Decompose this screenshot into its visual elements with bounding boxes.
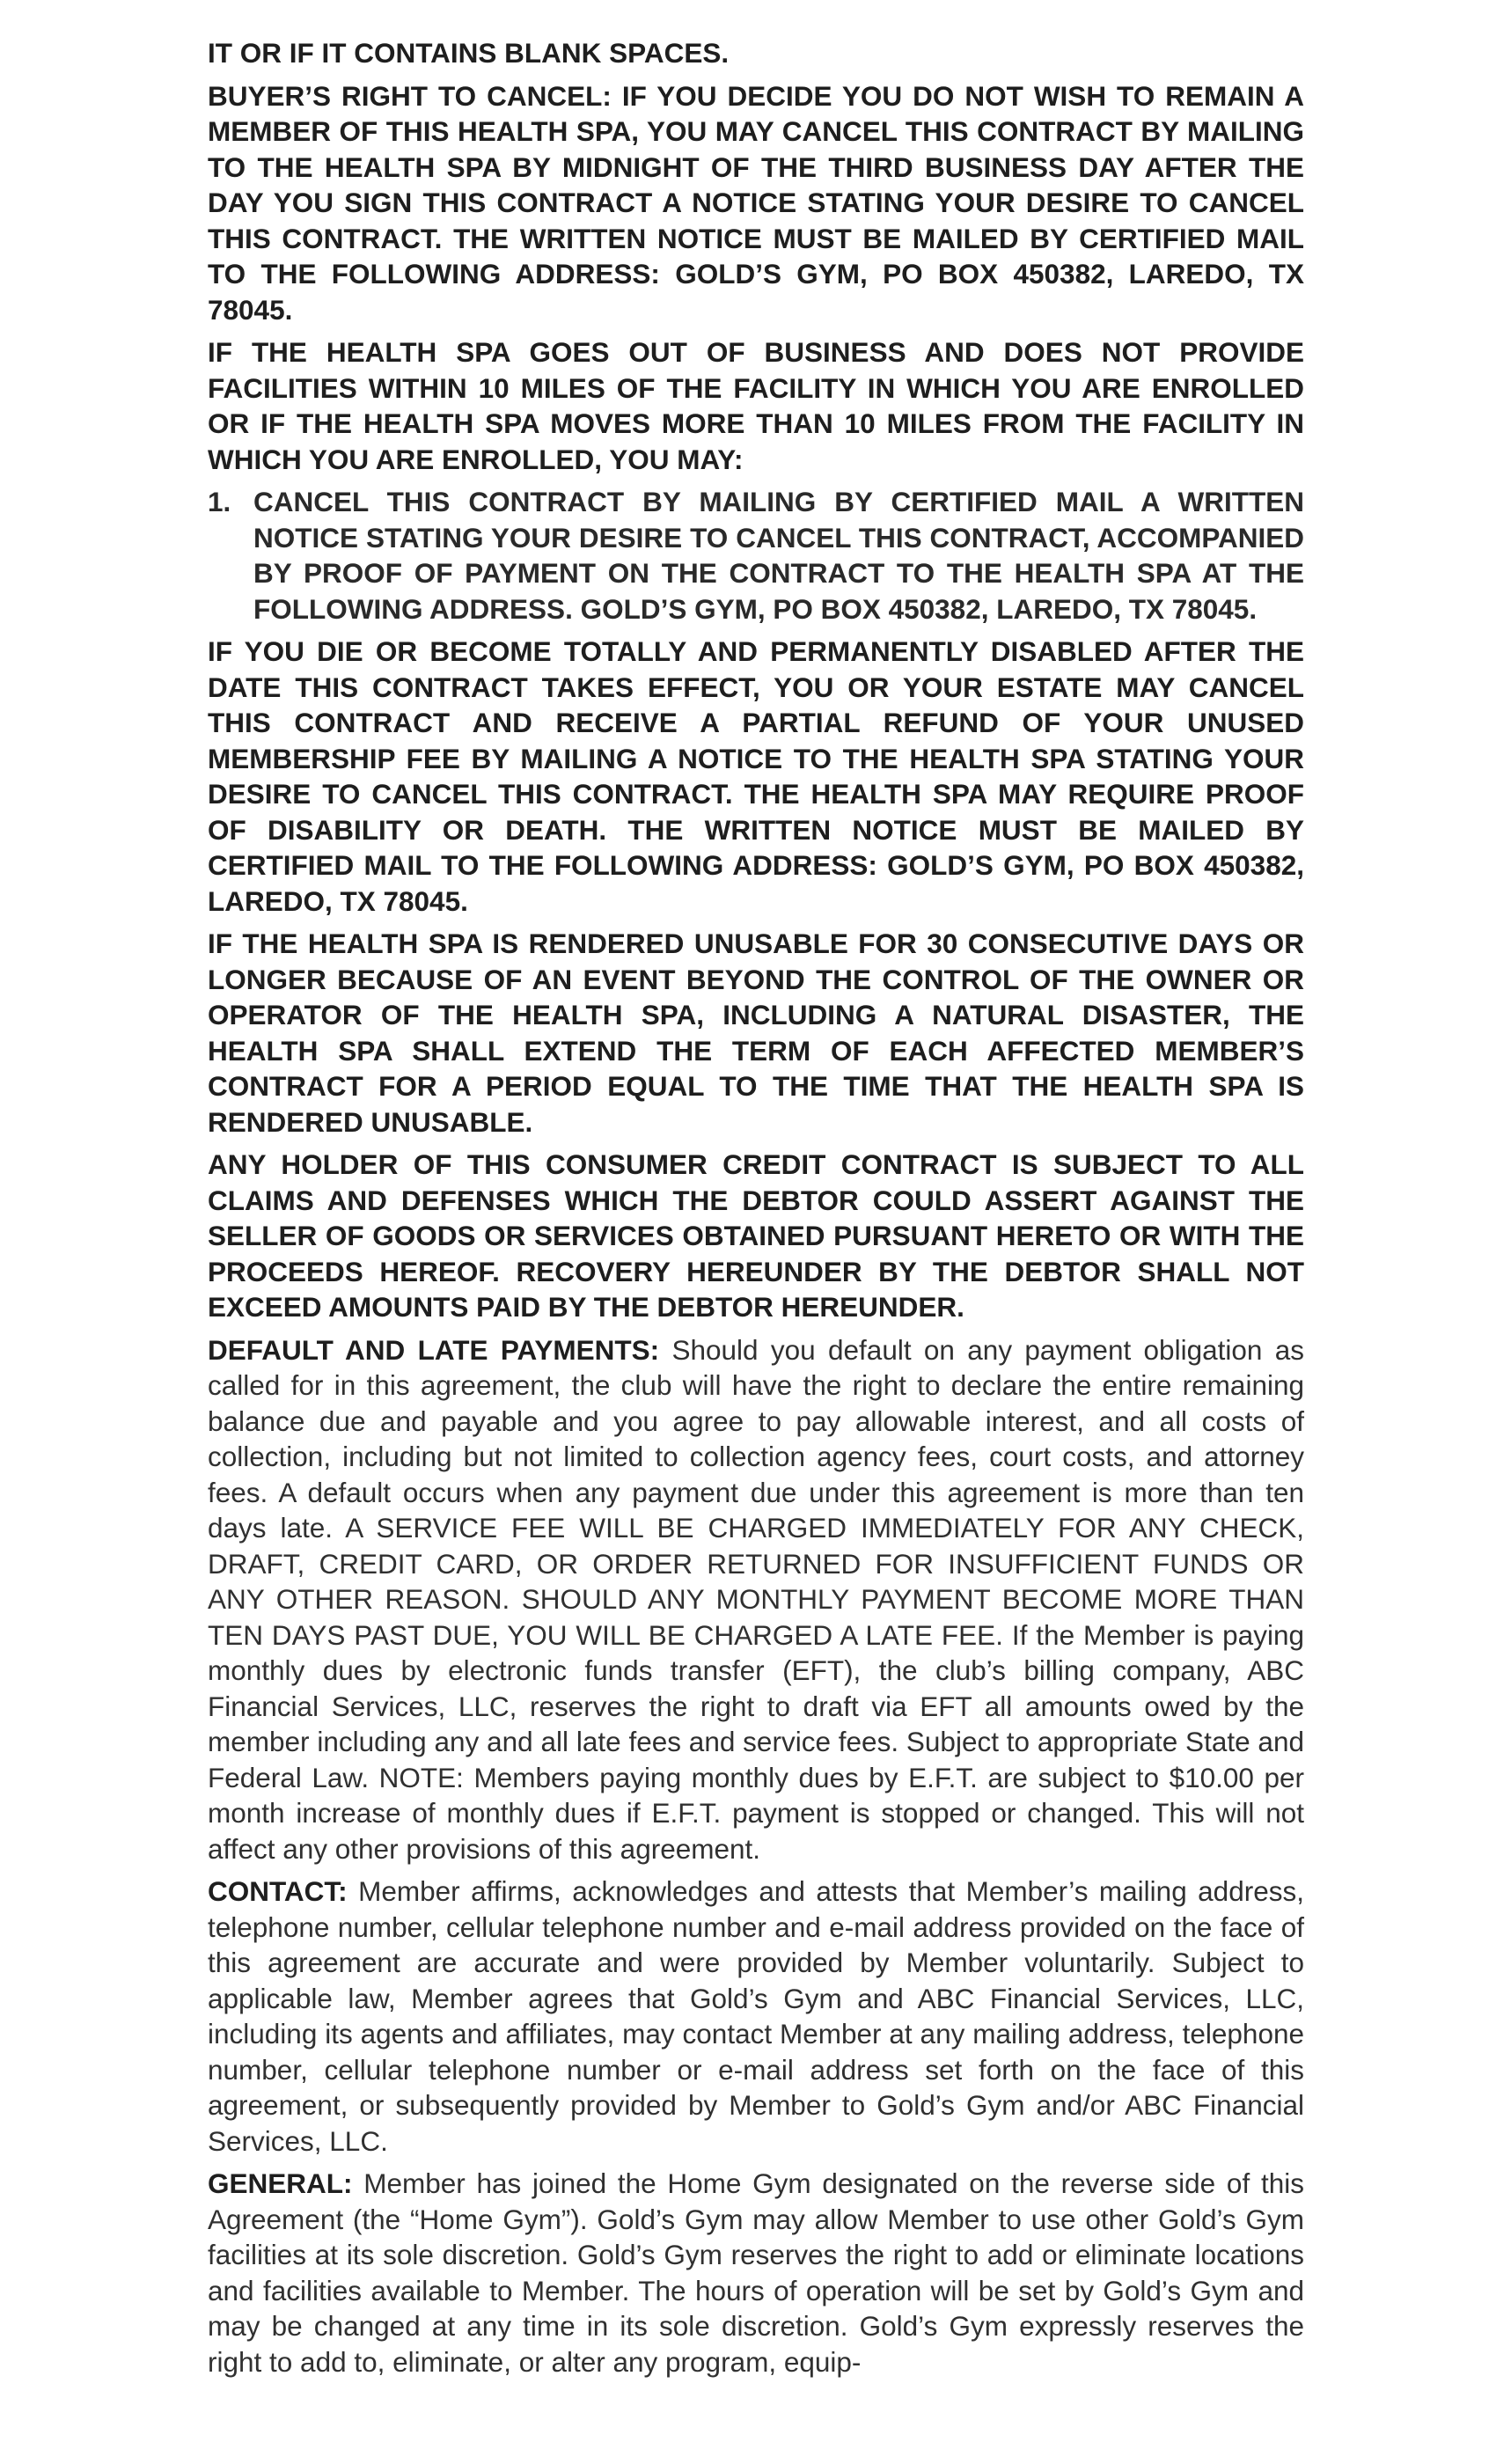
blank-spaces-clause: IT OR IF IT CONTAINS BLANK SPACES. xyxy=(208,37,730,69)
section-heading: CONTACT: xyxy=(208,1875,348,1907)
list-item xyxy=(208,484,1304,627)
consumer-credit-clause: ANY HOLDER OF THIS CONSUMER CREDIT CONTRACT IS SUBJECT TO ALL CLAIMS AND DEFENSES WHICH THE DEBTOR COULD ASSERT AGAINST THE SELLER OF GOODS OR SERVICES OBTAINED PURSUANT HERETO OR WITH THE PROCEEDS HEREOF. RECOVERY HEREUNDER BY THE DEBTOR SHALL NOT EXCEED AMOUNTS PAID BY THE DEBTOR HEREUNDER. xyxy=(208,1148,1304,1323)
section-heading: GENERAL: xyxy=(208,2167,353,2199)
section-body: Member affirms, acknowledges and attests that Member’s mailing address, telephone number, cellular telephone number and e-mail address provided on the face of this agreement are accurate and were provided by Member voluntarily. Subject to applicable law, Member agrees that Gold’s Gym and ABC Financial Services, LLC, including its agents and affiliates, may contact Member at any mailing address, telephone number, cellular telephone number or e-mail address set forth on the face of this agreement, or subsequently provided by Member to Gold’s Gym and/or ABC Financial Services, LLC. xyxy=(208,1875,1304,2157)
contract-page xyxy=(208,35,1304,2387)
death-disability-clause: IF YOU DIE OR BECOME TOTALLY AND PERMANENTLY DISABLED AFTER THE DATE THIS CONTRACT TAKES EFFECT, YOU OR YOUR ESTATE MAY CANCEL THIS CONTRACT AND RECEIVE A PARTIAL REFUND OF YOUR UNUSED MEMBERSHIP FEE BY MAILING A NOTICE TO THE HEALTH SPA STATING YOUR DESIRE TO CANCEL THIS CONTRACT. THE HEALTH SPA MAY REQUIRE PROOF OF DISABILITY OR DEATH. THE WRITTEN NOTICE MUST BE MAILED BY CERTIFIED MAIL TO THE FOLLOWING ADDRESS: GOLD’S GYM, PO BOX 450382, LAREDO, TX 78045. xyxy=(208,635,1304,917)
unusable-spa-clause: IF THE HEALTH SPA IS RENDERED UNUSABLE FOR 30 CONSECUTIVE DAYS OR LONGER BECAUSE OF AN EVENT BEYOND THE CONTROL OF THE OWNER OR OPERATOR OF THE HEALTH SPA, INCLUDING A NATURAL DISASTER, THE HEALTH SPA SHALL EXTEND THE TERM OF EACH AFFECTED MEMBER’S CONTRACT FOR A PERIOD EQUAL TO THE TIME THAT THE HEALTH SPA IS RENDERED UNUSABLE. xyxy=(208,928,1304,1138)
section-heading: DEFAULT AND LATE PAYMENTS: xyxy=(208,1333,660,1366)
default-late-payments-section xyxy=(208,1332,1304,1867)
list-item-number: 1. xyxy=(208,486,231,517)
general-section xyxy=(208,2166,1304,2380)
right-to-cancel-clause: BUYER’S RIGHT TO CANCEL: IF YOU DECIDE YOU DO NOT WISH TO REMAIN A MEMBER OF THIS HEALTH SPA, YOU MAY CANCEL THIS CONTRACT BY MAILING TO THE HEALTH SPA BY MIDNIGHT OF THE THIRD BUSINESS DAY AFTER THE DAY YOU SIGN THIS CONTRACT A NOTICE STATING YOUR DESIRE TO CANCEL THIS CONTRACT. THE WRITTEN NOTICE MUST BE MAILED BY CERTIFIED MAIL TO THE FOLLOWING ADDRESS: GOLD’S GYM, PO BOX 450382, LAREDO, TX 78045. xyxy=(208,79,1304,326)
out-of-business-clause: IF THE HEALTH SPA GOES OUT OF BUSINESS AND DOES NOT PROVIDE FACILITIES WITHIN 10 MILES OF THE FACILITY IN WHICH YOU ARE ENROLLED OR IF THE HEALTH SPA MOVES MORE THAN 10 MILES FROM THE FACILITY IN WHICH YOU ARE ENROLLED, YOU MAY: xyxy=(208,336,1304,475)
section-body: Member has joined the Home Gym designated on the reverse side of this Agreement (the “Home Gym”). Gold’s Gym may allow Member to use other Gold’s Gym facilities at its sole discretion. Gold’s Gym reserves the right to add or eliminate locations and facilities available to Member. The hours of operation will be set by Gold’s Gym and may be changed at any time in its sole discretion. Gold’s Gym expressly reserves the right to add to, eliminate, or alter any program, equip- xyxy=(208,2167,1304,2378)
list-item-text: CANCEL THIS CONTRACT BY MAILING BY CERTIFIED MAIL A WRITTEN NOTICE STATING YOUR DESIRE TO CANCEL THIS CONTRACT, ACCOMPANIED BY PROOF OF PAYMENT ON THE CONTRACT TO THE HEALTH SPA AT THE FOLLOWING ADDRESS. GOLD’S GYM, PO BOX 450382, LAREDO, TX 78045. xyxy=(253,486,1304,625)
section-body: Should you default on any payment obligation as called for in this agreement, the club will have the right to declare the entire remaining balance due and payable and you agree to pay allowable interest, and all costs of collection, including but not limited to collection agency fees, court costs, and attorney fees. A default occurs when any payment due under this agreement is more than ten days late. A SERVICE FEE WILL BE CHARGED IMMEDIATELY FOR ANY CHECK, DRAFT, CREDIT CARD, OR ORDER RETURNED FOR INSUFFICIENT FUNDS OR ANY OTHER REASON. SHOULD ANY MONTHLY PAYMENT BECOME MORE THAN TEN DAYS PAST DUE, YOU WILL BE CHARGED A LATE FEE. If the Member is paying monthly dues by electronic funds transfer (EFT), the club’s billing company, ABC Financial Services, LLC, reserves the right to draft via EFT all amounts owed by the member including any and all late fees and service fees. Subject to appropriate State and Federal Law. NOTE: Members paying monthly dues by E.F.T. are subject to $10.00 per month increase of monthly dues if E.F.T. payment is stopped or changed. This will not affect any other provisions of this agreement. xyxy=(208,1333,1304,1865)
contact-section xyxy=(208,1874,1304,2159)
